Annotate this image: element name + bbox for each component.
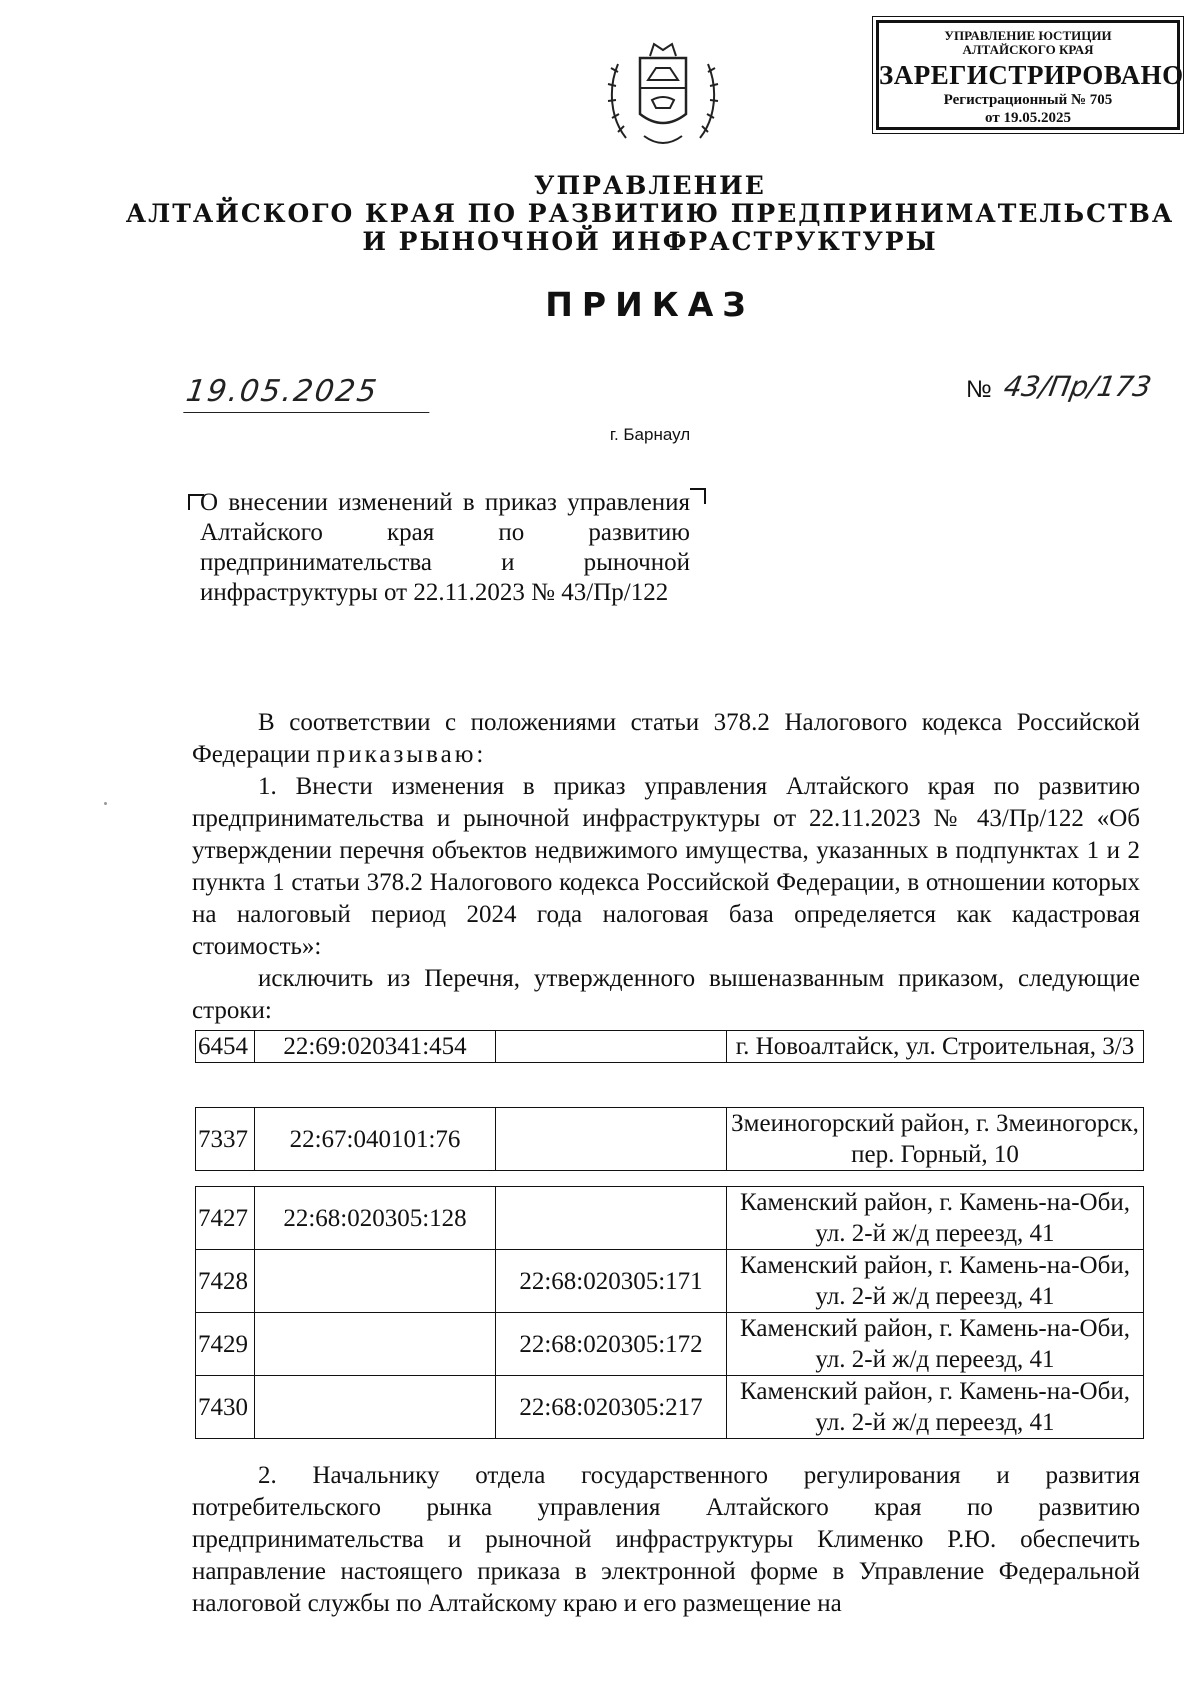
excluded-rows-table-1: [195, 1030, 1144, 1063]
stamp-reg-number: Регистрационный № 705: [943, 92, 1113, 108]
document-type-title: ПРИКАЗ: [545, 285, 755, 324]
cadastral-number-premises: 22:68:020305:172: [496, 1313, 727, 1376]
cadastral-number: 22:68:020305:128: [255, 1187, 496, 1250]
item-1-paragraph: 1. Внести изменения в приказ управления Алтайского края по развитию предпринимательства и рыночной инфраструктуры от 22.11.2023 № 43/Пр/122 «Об утверждении перечня объектов недвижимого имущества, указанных в подпунктах 1 и 2 пункта 1 статьи 378.2 Налогового кодекса Российской Федерации, в отношении которых на налоговый период 2024 года налоговая база определяется как кадастровая стоимость»:: [192, 773, 1140, 960]
stamp-authority-line2: АЛТАЙСКОГО КРАЯ: [962, 42, 1094, 57]
item-2-paragraph: 2. Начальнику отдела государственного регулирования и развития потребительского рынка управления Алтайского края по развитию предпринимательства и рыночной инфраструктуры Клименко Р.Ю. обеспечить направление настоящего приказа в электронной форме в Управление Федеральной налоговой службы по Алтайскому краю и его размещение на: [192, 1462, 1140, 1617]
order-number-sign: №: [966, 376, 992, 403]
coat-of-arms-icon: [604, 28, 722, 158]
order-date-handwritten: 19.05.2025: [183, 374, 434, 413]
scan-artifact: [104, 802, 107, 805]
table-row: [196, 1250, 1144, 1313]
stamp-authority-line1: УПРАВЛЕНИЕ ЮСТИЦИИ: [944, 28, 1112, 43]
cadastral-number-premises: 22:68:020305:171: [496, 1250, 727, 1313]
object-address: Каменский район, г. Камень-на-Оби, ул. 2-й ж/д переезд, 41: [727, 1187, 1144, 1250]
stamp-status: ЗАРЕГИСТРИРОВАНО: [879, 60, 1184, 90]
agency-name-line3: И РЫНОЧНОЙ ИНФРАСТРУКТУРЫ: [362, 227, 938, 256]
table-row: [196, 1108, 1144, 1171]
city-label: г. Барнаул: [609, 425, 691, 444]
excluded-rows-table-3: [195, 1186, 1144, 1439]
object-address: Змеиногорский район, г. Змеиногорск, пер. Горный, 10: [727, 1108, 1144, 1171]
cadastral-number: [255, 1313, 496, 1376]
agency-name-line1: УПРАВЛЕНИЕ: [534, 171, 766, 200]
order-body-part2: [192, 1460, 1140, 1620]
cadastral-number-premises: [496, 1108, 727, 1171]
subject-corner-mark-right: [690, 488, 706, 504]
stamp-reg-date: от 19.05.2025: [985, 110, 1071, 126]
table-row: [196, 1031, 1144, 1063]
cadastral-number: 22:67:040101:76: [255, 1108, 496, 1171]
row-number: 7337: [196, 1108, 255, 1171]
excluded-rows-table-2: [195, 1107, 1144, 1171]
row-number: 7430: [196, 1376, 255, 1439]
preamble-text: В соответствии с положениями статьи 378.2 Налогового кодекса Российской Федерации: [192, 709, 1140, 768]
cadastral-number: [255, 1250, 496, 1313]
order-number-handwritten: 43/Пр/173: [1001, 370, 1154, 403]
agency-name-line2: АЛТАЙСКОГО КРАЯ ПО РАЗВИТИЮ ПРЕДПРИНИМАТЕЛЬСТВА: [125, 199, 1175, 228]
object-address: Каменский район, г. Камень-на-Оби, ул. 2-й ж/д переезд, 41: [727, 1376, 1144, 1439]
preamble-colon: :: [476, 741, 484, 768]
row-number: 7429: [196, 1313, 255, 1376]
cadastral-number-premises: [496, 1031, 727, 1063]
row-number: 7427: [196, 1187, 255, 1250]
cadastral-number: [255, 1376, 496, 1439]
table-row: [196, 1376, 1144, 1439]
preamble-paragraph: [192, 707, 1140, 771]
order-body-part1: [192, 707, 1140, 1027]
table-row: [196, 1313, 1144, 1376]
order-subject: О внесении изменений в приказ управления Алтайского края по развитию предпринимательства и рыночной инфраструктуры от 22.11.2023 № 43/Пр/122: [200, 489, 690, 606]
cadastral-number: 22:69:020341:454: [255, 1031, 496, 1063]
object-address: г. Новоалтайск, ул. Строительная, 3/3: [727, 1031, 1144, 1063]
cadastral-number-premises: [496, 1187, 727, 1250]
row-number: 6454: [196, 1031, 255, 1063]
row-number: 7428: [196, 1250, 255, 1313]
exclude-paragraph: исключить из Перечня, утвержденного вышеназванным приказом, следующие строки:: [192, 965, 1140, 1024]
object-address: Каменский район, г. Камень-на-Оби, ул. 2-й ж/д переезд, 41: [727, 1313, 1144, 1376]
object-address: Каменский район, г. Камень-на-Оби, ул. 2-й ж/д переезд, 41: [727, 1250, 1144, 1313]
registration-stamp: [876, 20, 1184, 130]
table-row: [196, 1187, 1144, 1250]
preamble-order-word: приказываю: [316, 741, 477, 768]
cadastral-number-premises: 22:68:020305:217: [496, 1376, 727, 1439]
